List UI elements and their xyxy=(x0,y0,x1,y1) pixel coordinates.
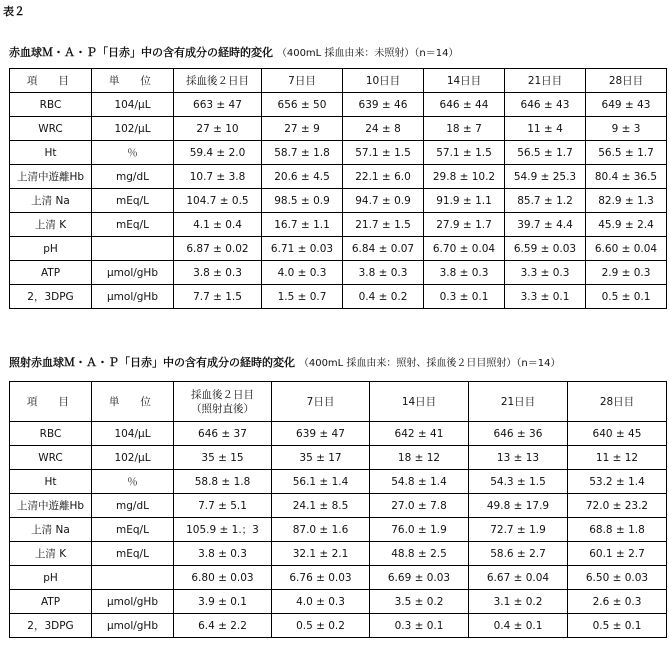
value-cell: 3.1 ± 0.2 xyxy=(469,590,568,614)
value-cell: 27.9 ± 1.7 xyxy=(424,213,505,237)
row-unit: ％ xyxy=(92,141,174,165)
value-cell: 3.8 ± 0.3 xyxy=(424,261,505,285)
row-item-label: 上清中遊離Hb xyxy=(10,494,92,518)
table-row xyxy=(10,117,667,141)
value-cell: 29.8 ± 10.2 xyxy=(424,165,505,189)
row-item-label: ATP xyxy=(10,261,92,285)
value-cell: 24.1 ± 8.5 xyxy=(272,494,370,518)
table-row xyxy=(10,165,667,189)
table-row xyxy=(10,261,667,285)
header-day28: 28日目 xyxy=(568,382,667,422)
value-cell: 0.4 ± 0.2 xyxy=(343,285,424,309)
row-item-label: 2，3DPG xyxy=(10,285,92,309)
value-cell: 0.5 ± 0.1 xyxy=(568,614,667,638)
value-cell: 0.5 ± 0.2 xyxy=(272,614,370,638)
row-unit xyxy=(92,237,174,261)
value-cell: 13 ± 13 xyxy=(469,446,568,470)
value-cell: 9 ± 3 xyxy=(586,117,667,141)
table1-caption xyxy=(9,44,458,60)
table1 xyxy=(9,68,667,309)
value-cell: 3.8 ± 0.3 xyxy=(343,261,424,285)
table-row xyxy=(10,566,667,590)
value-cell: 6.4 ± 2.2 xyxy=(174,614,272,638)
row-item-label: Ht xyxy=(10,141,92,165)
value-cell: 7.7 ± 1.5 xyxy=(174,285,262,309)
table1-header-row xyxy=(10,69,667,93)
value-cell: 57.1 ± 1.5 xyxy=(424,141,505,165)
row-item-label: 上清 Na xyxy=(10,189,92,213)
value-cell: 20.6 ± 4.5 xyxy=(262,165,343,189)
value-cell: 82.9 ± 1.3 xyxy=(586,189,667,213)
row-item-label: RBC xyxy=(10,422,92,446)
header-unit: 単 位 xyxy=(92,69,174,93)
row-unit: mEq/L xyxy=(92,189,174,213)
table-row xyxy=(10,213,667,237)
table-row xyxy=(10,446,667,470)
table-row xyxy=(10,237,667,261)
header-day21: 21日目 xyxy=(469,382,568,422)
value-cell: 639 ± 46 xyxy=(343,93,424,117)
value-cell: 54.3 ± 1.5 xyxy=(469,470,568,494)
value-cell: 646 ± 36 xyxy=(469,422,568,446)
header-day2 xyxy=(174,382,272,422)
value-cell: 639 ± 47 xyxy=(272,422,370,446)
table2 xyxy=(9,381,667,638)
value-cell: 58.6 ± 2.7 xyxy=(469,542,568,566)
value-cell: 649 ± 43 xyxy=(586,93,667,117)
row-unit: 104/μL xyxy=(92,93,174,117)
value-cell: 2.6 ± 0.3 xyxy=(568,590,667,614)
value-cell: 22.1 ± 6.0 xyxy=(343,165,424,189)
table-row xyxy=(10,494,667,518)
value-cell: 53.2 ± 1.4 xyxy=(568,470,667,494)
row-item-label: pH xyxy=(10,566,92,590)
row-unit xyxy=(92,566,174,590)
table-row xyxy=(10,470,667,494)
header-day14: 14日目 xyxy=(424,69,505,93)
table1-title: 赤血球Ｍ・Ａ・Ｐ「日赤」中の含有成分の経時的変化 xyxy=(9,46,273,59)
row-unit: mg/dL xyxy=(92,494,174,518)
table2-caption xyxy=(9,354,560,370)
header-day2: 採血後２日目 xyxy=(174,69,262,93)
header-day2-label: 採血後２日目 xyxy=(191,388,254,401)
row-item-label: 上清 Na xyxy=(10,518,92,542)
value-cell: 0.4 ± 0.1 xyxy=(469,614,568,638)
value-cell: 56.5 ± 1.7 xyxy=(505,141,586,165)
row-unit: mEq/L xyxy=(92,213,174,237)
header-item: 項 目 xyxy=(10,382,92,422)
header-day2-note: （照射直後） xyxy=(191,402,254,415)
value-cell: 59.4 ± 2.0 xyxy=(174,141,262,165)
row-item-label: 上清 K xyxy=(10,213,92,237)
row-unit: 104/μL xyxy=(92,422,174,446)
value-cell: 16.7 ± 1.1 xyxy=(262,213,343,237)
value-cell: 91.9 ± 1.1 xyxy=(424,189,505,213)
value-cell: 646 ± 37 xyxy=(174,422,272,446)
value-cell: 105.9 ± 1.；3 xyxy=(174,518,272,542)
value-cell: 72.0 ± 23.2 xyxy=(568,494,667,518)
value-cell: 3.8 ± 0.3 xyxy=(174,261,262,285)
row-unit: mg/dL xyxy=(92,165,174,189)
value-cell: 656 ± 50 xyxy=(262,93,343,117)
table-row xyxy=(10,141,667,165)
header-day7: 7日目 xyxy=(272,382,370,422)
value-cell: 39.7 ± 4.4 xyxy=(505,213,586,237)
row-item-label: WRC xyxy=(10,117,92,141)
value-cell: 49.8 ± 17.9 xyxy=(469,494,568,518)
value-cell: 6.60 ± 0.04 xyxy=(586,237,667,261)
value-cell: 104.7 ± 0.5 xyxy=(174,189,262,213)
row-item-label: 上清中遊離Hb xyxy=(10,165,92,189)
header-day14: 14日目 xyxy=(370,382,469,422)
value-cell: 646 ± 43 xyxy=(505,93,586,117)
value-cell: 663 ± 47 xyxy=(174,93,262,117)
value-cell: 3.3 ± 0.1 xyxy=(505,285,586,309)
row-unit: 102/μL xyxy=(92,117,174,141)
value-cell: 54.9 ± 25.3 xyxy=(505,165,586,189)
value-cell: 3.5 ± 0.2 xyxy=(370,590,469,614)
value-cell: 48.8 ± 2.5 xyxy=(370,542,469,566)
table-row xyxy=(10,518,667,542)
value-cell: 0.3 ± 0.1 xyxy=(424,285,505,309)
row-item-label: WRC xyxy=(10,446,92,470)
value-cell: 10.7 ± 3.8 xyxy=(174,165,262,189)
value-cell: 0.5 ± 0.1 xyxy=(586,285,667,309)
value-cell: 6.87 ± 0.02 xyxy=(174,237,262,261)
value-cell: 24 ± 8 xyxy=(343,117,424,141)
table-row xyxy=(10,590,667,614)
table-row xyxy=(10,422,667,446)
value-cell: 6.76 ± 0.03 xyxy=(272,566,370,590)
header-day7: 7日目 xyxy=(262,69,343,93)
row-unit: μmol/gHb xyxy=(92,590,174,614)
header-day10: 10日目 xyxy=(343,69,424,93)
table-row xyxy=(10,542,667,566)
row-item-label: RBC xyxy=(10,93,92,117)
value-cell: 58.8 ± 1.8 xyxy=(174,470,272,494)
value-cell: 27.0 ± 7.8 xyxy=(370,494,469,518)
value-cell: 2.9 ± 0.3 xyxy=(586,261,667,285)
value-cell: 6.84 ± 0.07 xyxy=(343,237,424,261)
value-cell: 87.0 ± 1.6 xyxy=(272,518,370,542)
row-unit: mEq/L xyxy=(92,518,174,542)
row-unit: ％ xyxy=(92,470,174,494)
value-cell: 76.0 ± 1.9 xyxy=(370,518,469,542)
value-cell: 6.67 ± 0.04 xyxy=(469,566,568,590)
value-cell: 642 ± 41 xyxy=(370,422,469,446)
value-cell: 85.7 ± 1.2 xyxy=(505,189,586,213)
value-cell: 21.7 ± 1.5 xyxy=(343,213,424,237)
row-item-label: pH xyxy=(10,237,92,261)
value-cell: 56.5 ± 1.7 xyxy=(586,141,667,165)
value-cell: 640 ± 45 xyxy=(568,422,667,446)
value-cell: 27 ± 10 xyxy=(174,117,262,141)
value-cell: 1.5 ± 0.7 xyxy=(262,285,343,309)
header-day21: 21日目 xyxy=(505,69,586,93)
value-cell: 35 ± 17 xyxy=(272,446,370,470)
value-cell: 3.3 ± 0.3 xyxy=(505,261,586,285)
value-cell: 6.70 ± 0.04 xyxy=(424,237,505,261)
value-cell: 4.0 ± 0.3 xyxy=(262,261,343,285)
row-unit: 102/μL xyxy=(92,446,174,470)
row-unit: mEq/L xyxy=(92,542,174,566)
value-cell: 11 ± 4 xyxy=(505,117,586,141)
table-row xyxy=(10,93,667,117)
row-item-label: ATP xyxy=(10,590,92,614)
value-cell: 98.5 ± 0.9 xyxy=(262,189,343,213)
value-cell: 4.0 ± 0.3 xyxy=(272,590,370,614)
value-cell: 32.1 ± 2.1 xyxy=(272,542,370,566)
document-label: 表２ xyxy=(3,5,25,18)
value-cell: 7.7 ± 5.1 xyxy=(174,494,272,518)
table-row xyxy=(10,285,667,309)
row-item-label: 2，3DPG xyxy=(10,614,92,638)
value-cell: 72.7 ± 1.9 xyxy=(469,518,568,542)
value-cell: 45.9 ± 2.4 xyxy=(586,213,667,237)
table2-subtitle: （400mL 採血由来：照射、採血後２日目照射）（n＝14） xyxy=(298,358,561,369)
table1-subtitle: （400mL 採血由来：未照射）（n＝14） xyxy=(276,48,459,59)
value-cell: 18 ± 7 xyxy=(424,117,505,141)
row-unit: μmol/gHb xyxy=(92,614,174,638)
value-cell: 0.3 ± 0.1 xyxy=(370,614,469,638)
row-item-label: 上清 K xyxy=(10,542,92,566)
row-unit: μmol/gHb xyxy=(92,285,174,309)
value-cell: 80.4 ± 36.5 xyxy=(586,165,667,189)
value-cell: 4.1 ± 0.4 xyxy=(174,213,262,237)
row-item-label: Ht xyxy=(10,470,92,494)
value-cell: 6.71 ± 0.03 xyxy=(262,237,343,261)
value-cell: 94.7 ± 0.9 xyxy=(343,189,424,213)
table2-title: 照射赤血球Ｍ・Ａ・Ｐ「日赤」中の含有成分の経時的変化 xyxy=(9,356,295,369)
value-cell: 35 ± 15 xyxy=(174,446,272,470)
header-day28: 28日目 xyxy=(586,69,667,93)
value-cell: 6.50 ± 0.03 xyxy=(568,566,667,590)
value-cell: 54.8 ± 1.4 xyxy=(370,470,469,494)
table2-header-row xyxy=(10,382,667,422)
table-row xyxy=(10,189,667,213)
row-unit: μmol/gHb xyxy=(92,261,174,285)
value-cell: 6.59 ± 0.03 xyxy=(505,237,586,261)
value-cell: 11 ± 12 xyxy=(568,446,667,470)
value-cell: 57.1 ± 1.5 xyxy=(343,141,424,165)
table-row xyxy=(10,614,667,638)
value-cell: 56.1 ± 1.4 xyxy=(272,470,370,494)
header-item: 項 目 xyxy=(10,69,92,93)
value-cell: 60.1 ± 2.7 xyxy=(568,542,667,566)
value-cell: 6.80 ± 0.03 xyxy=(174,566,272,590)
value-cell: 3.9 ± 0.1 xyxy=(174,590,272,614)
header-unit: 単 位 xyxy=(92,382,174,422)
value-cell: 6.69 ± 0.03 xyxy=(370,566,469,590)
value-cell: 18 ± 12 xyxy=(370,446,469,470)
value-cell: 646 ± 44 xyxy=(424,93,505,117)
value-cell: 58.7 ± 1.8 xyxy=(262,141,343,165)
value-cell: 3.8 ± 0.3 xyxy=(174,542,272,566)
value-cell: 68.8 ± 1.8 xyxy=(568,518,667,542)
value-cell: 27 ± 9 xyxy=(262,117,343,141)
